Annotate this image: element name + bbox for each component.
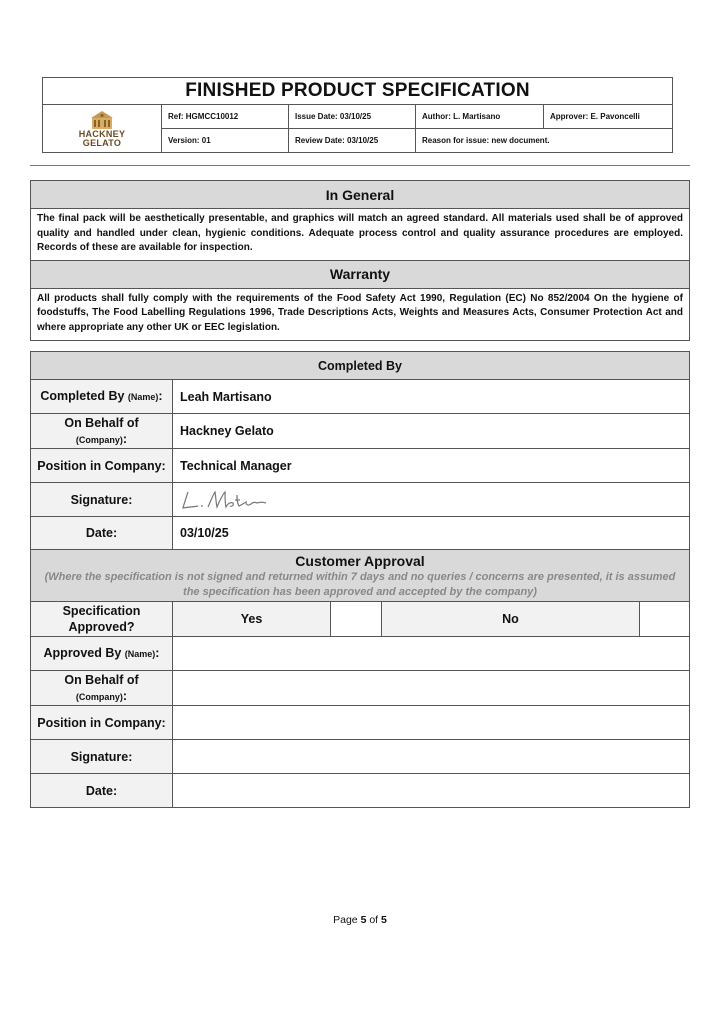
approval-behalf-field[interactable] [173,671,690,706]
version-cell: Version: 01 [162,129,289,153]
yes-checkbox[interactable] [331,602,382,637]
approval-behalf-label: On Behalf of (Company): [31,671,173,706]
yes-label: Yes [173,602,331,637]
completed-heading: Completed By [31,352,690,380]
document-title: FINISHED PRODUCT SPECIFICATION [43,78,673,105]
general-heading: In General [31,181,690,209]
customer-approval-heading: Customer Approval [295,553,425,569]
approved-by-label: Approved By (Name): [31,637,173,671]
completed-signature-field [173,483,690,517]
customer-approval-header [31,550,690,602]
ref-cell: Ref: HGMCC10012 [162,105,289,129]
reason-cell: Reason for issue: new document. [416,129,673,153]
page-number: 5 [360,914,367,926]
review-date-cell: Review Date: 03/10/25 [289,129,416,153]
approval-signature-label: Signature: [31,740,173,774]
document-header [42,77,673,153]
approval-position-field[interactable] [173,706,690,740]
no-checkbox[interactable] [640,602,690,637]
completion-table [30,351,690,808]
hackney-gelato-logo [43,110,161,148]
logo-line-1: HACKNEY [78,128,126,139]
completed-behalf-value: Hackney Gelato [173,414,690,449]
warranty-text: All products shall fully comply with the requirements of the Food Safety Act 1990, Regulation (EC) No 852/2004 On the hygiene of foodstuffs, The Food Labelling Regulations 1996, Trade Descriptions Acts, Weights and Measures Acts, Consumer Protection Act and where appropriate any other UK or EEC legislation. [31,288,690,340]
completed-name-value: Leah Martisano [173,380,690,414]
warranty-heading: Warranty [31,260,690,288]
page-total: 5 [381,914,387,926]
general-text: The final pack will be aesthetically presentable, and graphics will match an agreed standard. All materials used shall be of approved quality and handled under clean, hygienic conditions. Adequate process control and quality assurance procedures are employed. Records of these are available for inspection. [31,209,690,261]
completed-name-label: Completed By (Name): [31,380,173,414]
header-divider [30,165,690,166]
page-prefix: Page [333,914,361,926]
approval-date-field[interactable] [173,774,690,808]
completed-behalf-label: On Behalf of (Company): [31,414,173,449]
completed-date-label: Date: [31,517,173,550]
approval-date-label: Date: [31,774,173,808]
handwritten-signature [180,488,280,512]
completed-signature-label: Signature: [31,483,173,517]
approval-position-label: Position in Company: [31,706,173,740]
approval-signature-field[interactable] [173,740,690,774]
spec-approved-label: Specification Approved? [31,602,173,637]
completed-date-value: 03/10/25 [173,517,690,550]
logo-cell [43,105,162,153]
author-cell: Author: L. Martisano [416,105,544,129]
issue-date-cell: Issue Date: 03/10/25 [289,105,416,129]
general-warranty-table [30,180,690,341]
page-of: of [366,914,382,926]
logo-line-2: GELATO [82,137,122,148]
approver-cell: Approver: E. Pavoncelli [544,105,673,129]
building-icon [88,110,116,130]
completed-position-label: Position in Company: [31,449,173,483]
page-footer [0,914,720,926]
no-label: No [382,602,640,637]
customer-approval-note: (Where the specification is not signed and returned within 7 days and no queries / concerns are presented, it is assumed the specification has been approved and accepted by the company) [44,571,676,598]
completed-position-value: Technical Manager [173,449,690,483]
approved-by-field[interactable] [173,637,690,671]
